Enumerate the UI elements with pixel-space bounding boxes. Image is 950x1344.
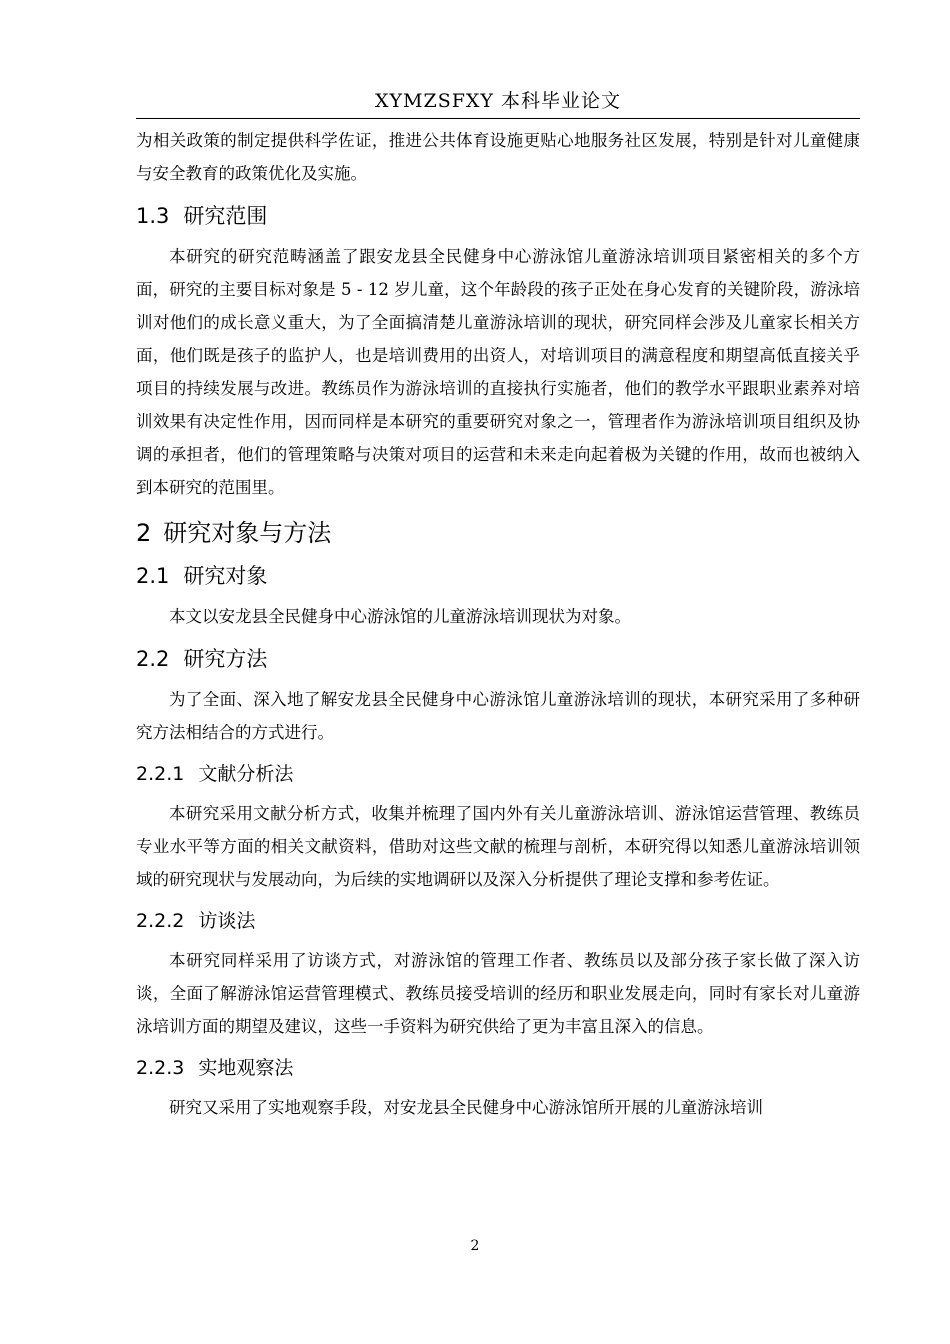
header-rule <box>136 118 860 119</box>
heading-1-3 <box>136 202 860 230</box>
heading-2-1 <box>136 562 860 590</box>
heading-2-2 <box>136 645 860 673</box>
heading-number: 1.3 <box>136 204 170 228</box>
paragraph-1-3: 本研究的研究范畴涵盖了跟安龙县全民健身中心游泳馆儿童游泳培训项目紧密相关的多个方面，研究的主要目标对象是 5 - 12 岁儿童，这个年龄段的孩子正处在身心发育的关键阶段，游泳培训对他们的成长意义重大，为了全面搞清楚儿童游泳培训的现状，研究同样会涉及儿童家长相关方面，他们既是孩子的监护人，也是培训费用的出资人，对培训项目的满意程度和期望高低直接关乎项目的持续发展与改进。教练员作为游泳培训的直接执行实施者，他们的教学水平跟职业素养对培训效果有决定性作用，因而同样是本研究的重要研究对象之一，管理者作为游泳培训项目组织及协调的承担者，他们的管理策略与决策对项目的运营和未来走向起着极为关键的作用，故而也被纳入到本研究的范围里。 <box>136 247 860 497</box>
paragraph-2-2-3: 研究又采用了实地观察手段，对安龙县全民健身中心游泳馆所开展的儿童游泳培训 <box>169 1098 763 1117</box>
heading-title: 文献分析法 <box>198 763 294 785</box>
heading-number: 2.2.3 <box>136 1057 185 1079</box>
heading-title: 研究对象 <box>183 564 268 588</box>
heading-title: 实地观察法 <box>198 1057 294 1079</box>
page-content <box>136 124 860 1124</box>
heading-2-2-1 <box>136 761 860 787</box>
heading-number: 2.2.1 <box>136 763 185 785</box>
heading-2-2-2 <box>136 908 860 934</box>
heading-number: 2.1 <box>136 564 170 588</box>
heading-number: 2.2 <box>136 647 170 671</box>
heading-number: 2 <box>136 519 152 547</box>
heading-2-2-3 <box>136 1055 860 1081</box>
paragraph-2-2-2: 本研究同样采用了访谈方式，对游泳馆的管理工作者、教练员以及部分孩子家长做了深入访谈，全面了解游泳馆运营管理模式、教练员接受培训的经历和职业发展走向，同时有家长对儿童游泳培训方面的期望及建议，这些一手资料为研究供给了更为丰富且深入的信息。 <box>136 951 860 1036</box>
page-number: 2 <box>470 1238 480 1254</box>
paragraph-2-2: 为了全面、深入地了解安龙县全民健身中心游泳馆儿童游泳培训的现状，本研究采用了多种研究方法相结合的方式进行。 <box>136 690 860 742</box>
intro-paragraph: 为相关政策的制定提供科学佐证，推进公共体育设施更贴心地服务社区发展，特别是针对儿童健康与安全教育的政策优化及实施。 <box>136 131 860 183</box>
heading-2 <box>136 518 860 548</box>
heading-title: 研究方法 <box>183 647 268 671</box>
heading-number: 2.2.2 <box>136 910 185 932</box>
heading-title: 研究对象与方法 <box>163 519 332 547</box>
paragraph-2-2-1: 本研究采用文献分析方式，收集并梳理了国内外有关儿童游泳培训、游泳馆运营管理、教练员专业水平等方面的相关文献资料，借助对这些文献的梳理与剖析，本研究得以知悉儿童游泳培训领域的研究现状与发展动向，为后续的实地调研以及深入分析提供了理论支撑和参考佐证。 <box>136 804 860 889</box>
heading-title: 研究范围 <box>183 204 268 228</box>
running-header: XYMZSFXY 本科毕业论文 <box>374 90 622 112</box>
heading-title: 访谈法 <box>198 910 256 932</box>
paragraph-2-1: 本文以安龙县全民健身中心游泳馆的儿童游泳培训现状为对象。 <box>169 607 631 626</box>
